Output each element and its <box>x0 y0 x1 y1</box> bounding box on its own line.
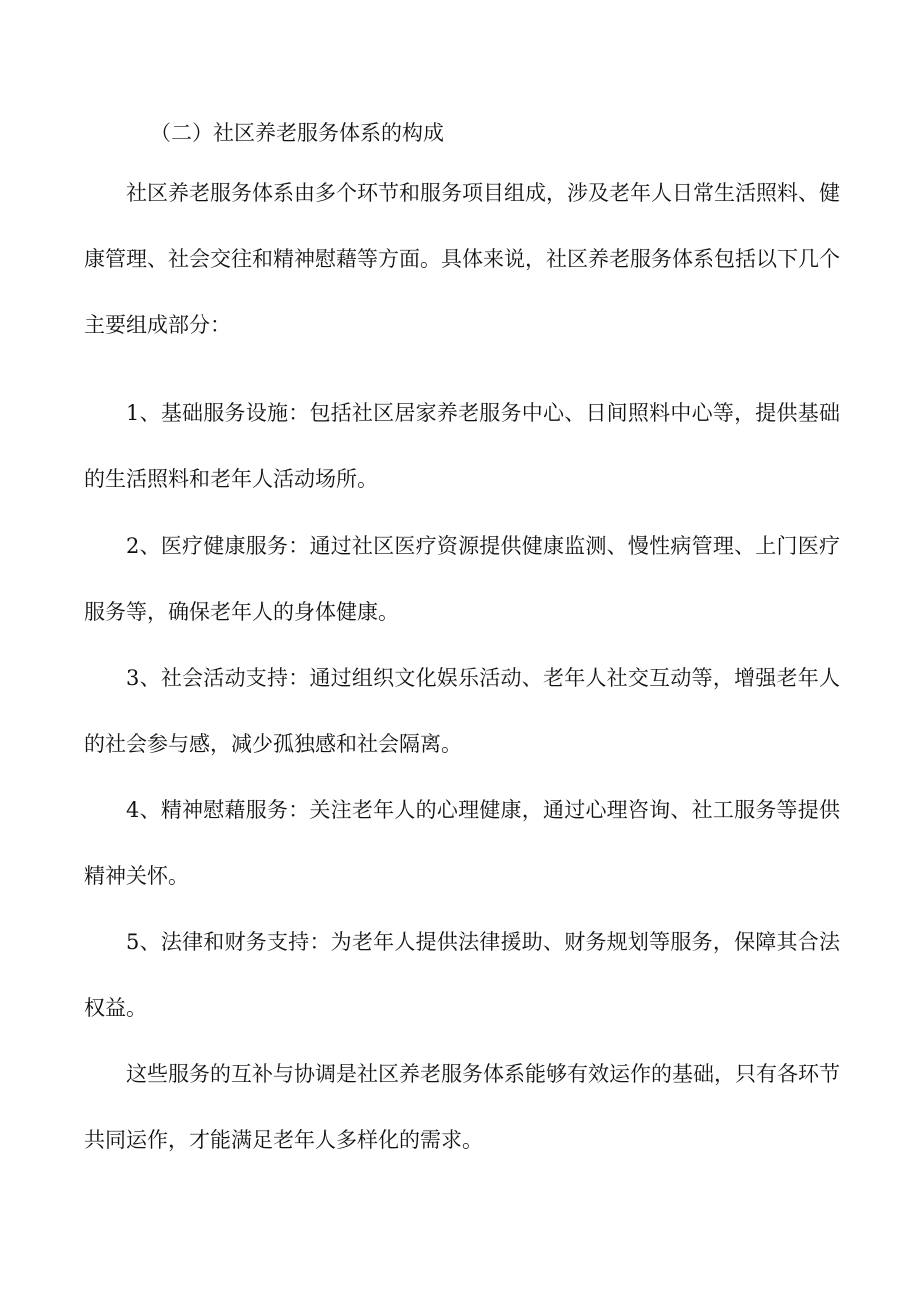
list-item-social-activities: 3、社会活动支持：通过组织文化娱乐活动、老年人社交互动等，增强老年人的社会参与感，减少孤独感和社会隔离。 <box>84 666 840 756</box>
section-heading: （二）社区养老服务体系的构成 <box>150 121 444 145</box>
conclusion-paragraph: 这些服务的互补与协调是社区养老服务体系能够有效运作的基础，只有各环节共同运作，才能满足老年人多样化的需求。 <box>84 1062 840 1152</box>
list-item-spiritual-comfort: 4、精神慰藉服务：关注老年人的心理健康，通过心理咨询、社工服务等提供精神关怀。 <box>84 798 840 888</box>
intro-paragraph: 社区养老服务体系由多个环节和服务项目组成，涉及老年人日常生活照料、健康管理、社会交往和精神慰藉等方面。具体来说，社区养老服务体系包括以下几个主要组成部分： <box>84 181 840 337</box>
list-item-legal-financial: 5、法律和财务支持：为老年人提供法律援助、财务规划等服务，保障其合法权益。 <box>84 930 840 1020</box>
list-item-medical-health: 2、医疗健康服务：通过社区医疗资源提供健康监测、慢性病管理、上门医疗服务等，确保老年人的身体健康。 <box>84 534 840 624</box>
list-item-basic-facilities: 1、基础服务设施：包括社区居家养老服务中心、日间照料中心等，提供基础的生活照料和老年人活动场所。 <box>84 401 840 491</box>
